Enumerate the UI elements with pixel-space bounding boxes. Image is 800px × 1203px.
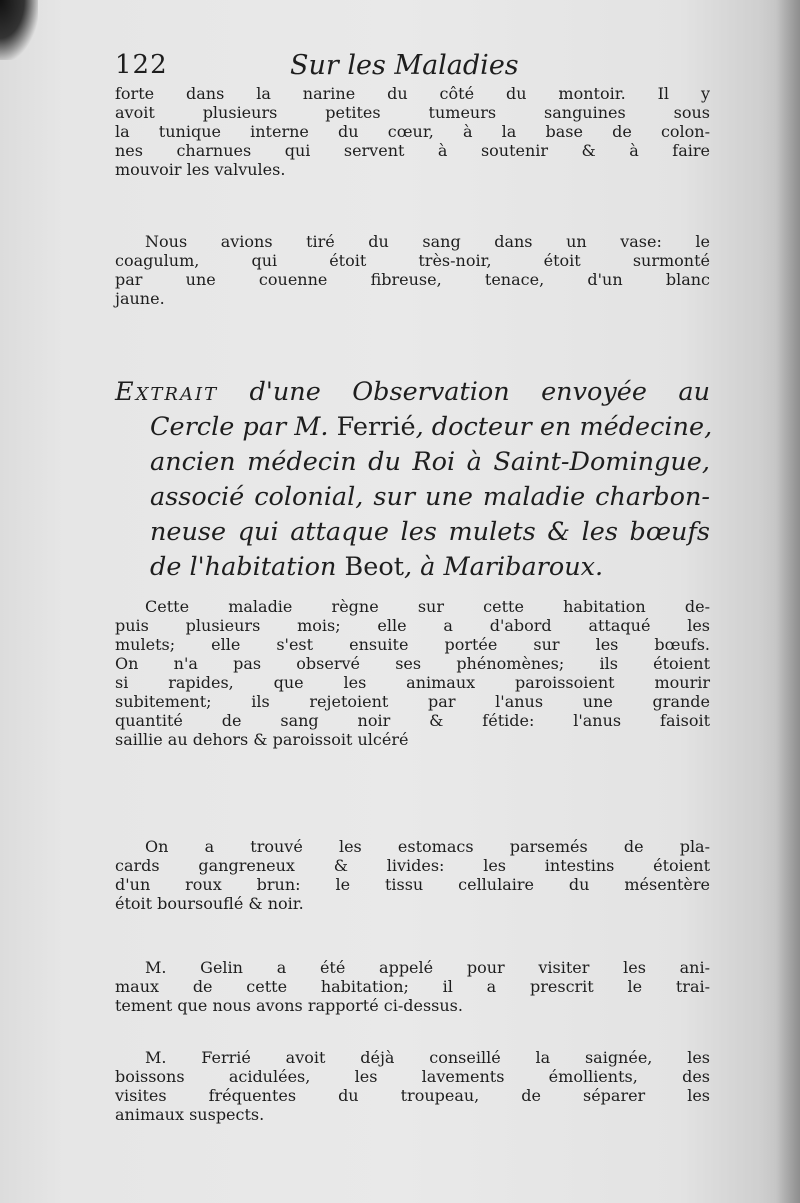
extract-line: ancien médecin du Roi à Saint-Domingue, [150,447,710,477]
text-line: nes charnues qui servent à soutenir & à faire [115,141,710,160]
text-line: visites fréquentes du troupeau, de séparer les [115,1086,710,1105]
extract-text: , docteur en médecine, [415,412,713,442]
text-line: saillie au dehors & paroissoit ulcéré [115,730,409,749]
extract-text: Cercle par M. [150,412,329,442]
page-gutter-shadow [776,0,800,1203]
text-line: d'un roux brun: le tissu cellulaire du mésentère [115,875,710,894]
extract-text: d'une Observation envoyée au [249,377,710,407]
page-corner-shadow [0,0,38,60]
text-line: si rapides, que les animaux paroissoient mourir [115,673,710,692]
text-line: maux de cette habitation; il a prescrit le trai- [115,977,710,996]
text-line: par une couenne fibreuse, tenace, d'un blanc [115,270,710,289]
text-line: quantité de sang noir & fétide: l'anus faisoit [115,711,710,730]
running-head: Sur les Maladies [290,50,519,81]
text-line: M. Gelin a été appelé pour visiter les ani- [145,958,710,977]
paragraph-5 [115,958,710,1015]
text-line: puis plusieurs mois; elle a d'abord attaqué les [115,616,710,635]
text-line: mulets; elle s'est ensuite portée sur les bœufs. [115,635,710,654]
text-line: mouvoir les valvules. [115,160,286,179]
text-line: la tunique interne du cœur, à la base de colon- [115,122,710,141]
text-line: animaux suspects. [115,1105,265,1124]
text-line: Nous avions tiré du sang dans un vase: le [145,232,710,251]
paragraph-2 [115,232,710,308]
extract-line: associé colonial, sur une maladie charbon- [150,482,710,512]
text-line: jaune. [115,289,165,308]
text-line: On n'a pas observé ses phénomènes; ils étoient [115,654,710,673]
text-line: tement que nous avons rapporté ci-dessus. [115,996,463,1015]
place-name: Beot [344,552,404,582]
extract-line [115,410,713,445]
extract-line: neuse qui attaque les mulets & les bœufs [150,517,710,547]
extract-line [115,550,710,585]
paragraph-4 [115,837,710,913]
text-line: subitement; ils rejetoient par l'anus une grande [115,692,710,711]
text-line: étoit boursouflé & noir. [115,894,304,913]
page-number: 122 [115,50,168,80]
text-line: M. Ferrié avoit déjà conseillé la saignée, les [145,1048,710,1067]
text-line: forte dans la narine du côté du montoir. Il y [115,84,710,103]
text-line: avoit plusieurs petites tumeurs sanguines sous [115,103,710,122]
text-line: cards gangreneux & livides: les intestins étoient [115,856,710,875]
extract-heading [115,375,713,585]
page-header [115,50,710,84]
paragraph-1 [115,84,710,179]
person-name: Ferrié [336,412,416,442]
extract-text: de l'habitation [150,552,337,582]
text-line: Cette maladie règne sur cette habitation de- [145,597,710,616]
extract-line [115,375,710,410]
text-line: boissons acidulées, les lavements émollients, des [115,1067,710,1086]
text-line: On a trouvé les estomacs parsemés de pla- [145,837,710,856]
extract-lead: Extrait [115,377,219,407]
paragraph-6 [115,1048,710,1124]
paragraph-3 [115,597,710,749]
text-line: coagulum, qui étoit très-noir, étoit surmonté [115,251,710,270]
extract-text: , à Maribaroux. [403,552,604,582]
